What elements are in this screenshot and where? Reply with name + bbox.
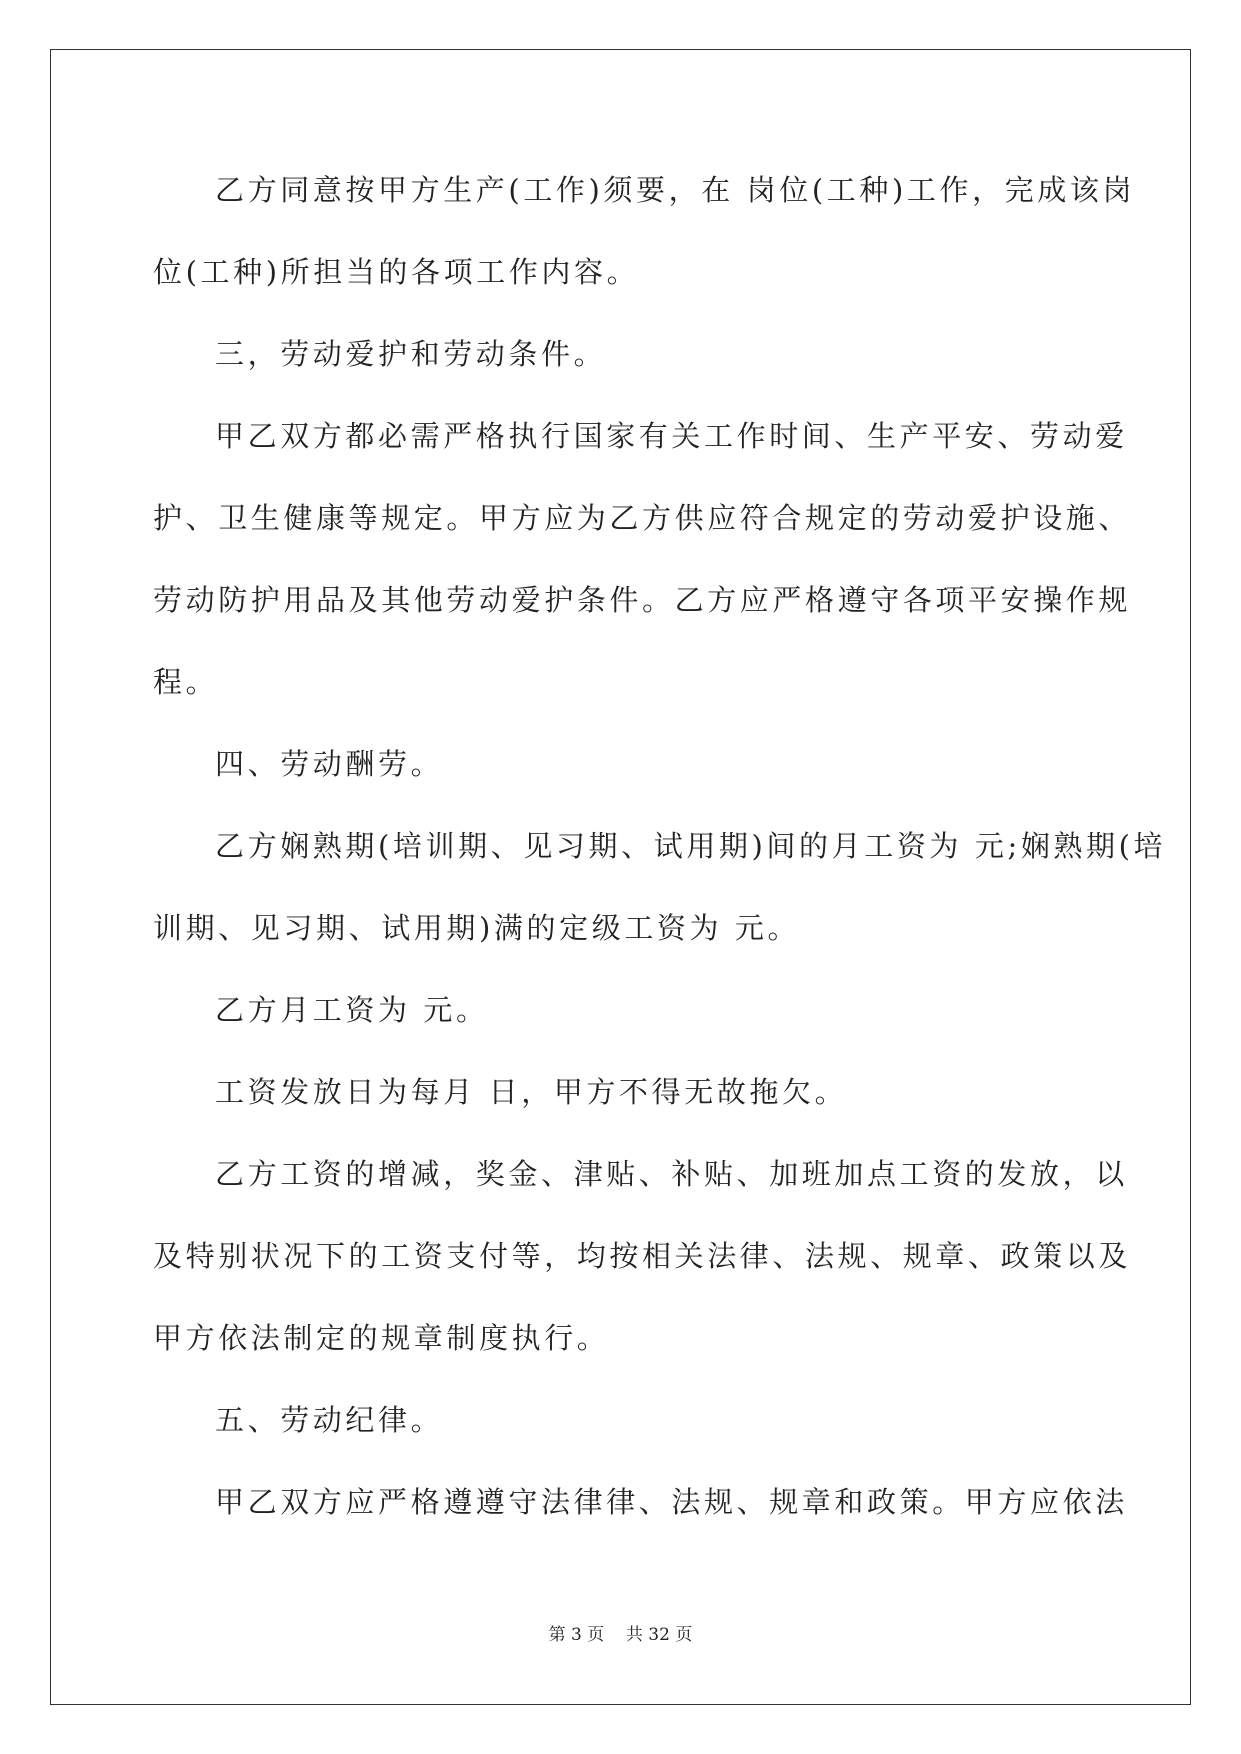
paragraph-line: 乙方娴熟期(培训期、见习期、试用期)间的月工资为 元;娴熟期(培: [215, 829, 1167, 863]
paragraph-line: 训期、见习期、试用期)满的定级工资为 元。: [153, 911, 801, 945]
paragraph-line: 及特别状况下的工资支付等，均按相关法律、法规、规章、政策以及: [153, 1239, 1132, 1273]
paragraph-line: 位(工种)所担当的各项工作内容。: [153, 255, 640, 289]
page-number-footer: 第 3 页 共 32 页: [548, 1625, 693, 1645]
section-heading: 三，劳动爱护和劳动条件。: [215, 337, 607, 371]
paragraph-line: 护、卫生健康等规定。甲方应为乙方供应符合规定的劳动爱护设施、: [153, 501, 1132, 535]
paragraph-line: 甲乙双方都必需严格执行国家有关工作时间、生产平安、劳动爱: [215, 419, 1128, 453]
paragraph-line: 程。: [153, 665, 219, 699]
paragraph-line: 工资发放日为每月 日，甲方不得无故拖欠。: [215, 1075, 848, 1109]
paragraph-line: 劳动防护用品及其他劳动爱护条件。乙方应严格遵守各项平安操作规: [153, 583, 1132, 617]
paragraph-line: 甲乙双方应严格遵遵守法律律、法规、规章和政策。甲方应依法: [215, 1485, 1128, 1519]
paragraph-line: 甲方依法制定的规章制度执行。: [153, 1321, 610, 1355]
section-heading: 五、劳动纪律。: [215, 1403, 444, 1437]
paragraph-line: 乙方月工资为 元。: [215, 993, 489, 1027]
paragraph-line: 乙方同意按甲方生产(工作)须要，在 岗位(工种)工作，完成该岗: [215, 173, 1136, 207]
section-heading: 四、劳动酬劳。: [215, 747, 444, 781]
paragraph-line: 乙方工资的增减，奖金、津贴、补贴、加班加点工资的发放，以: [215, 1157, 1128, 1191]
